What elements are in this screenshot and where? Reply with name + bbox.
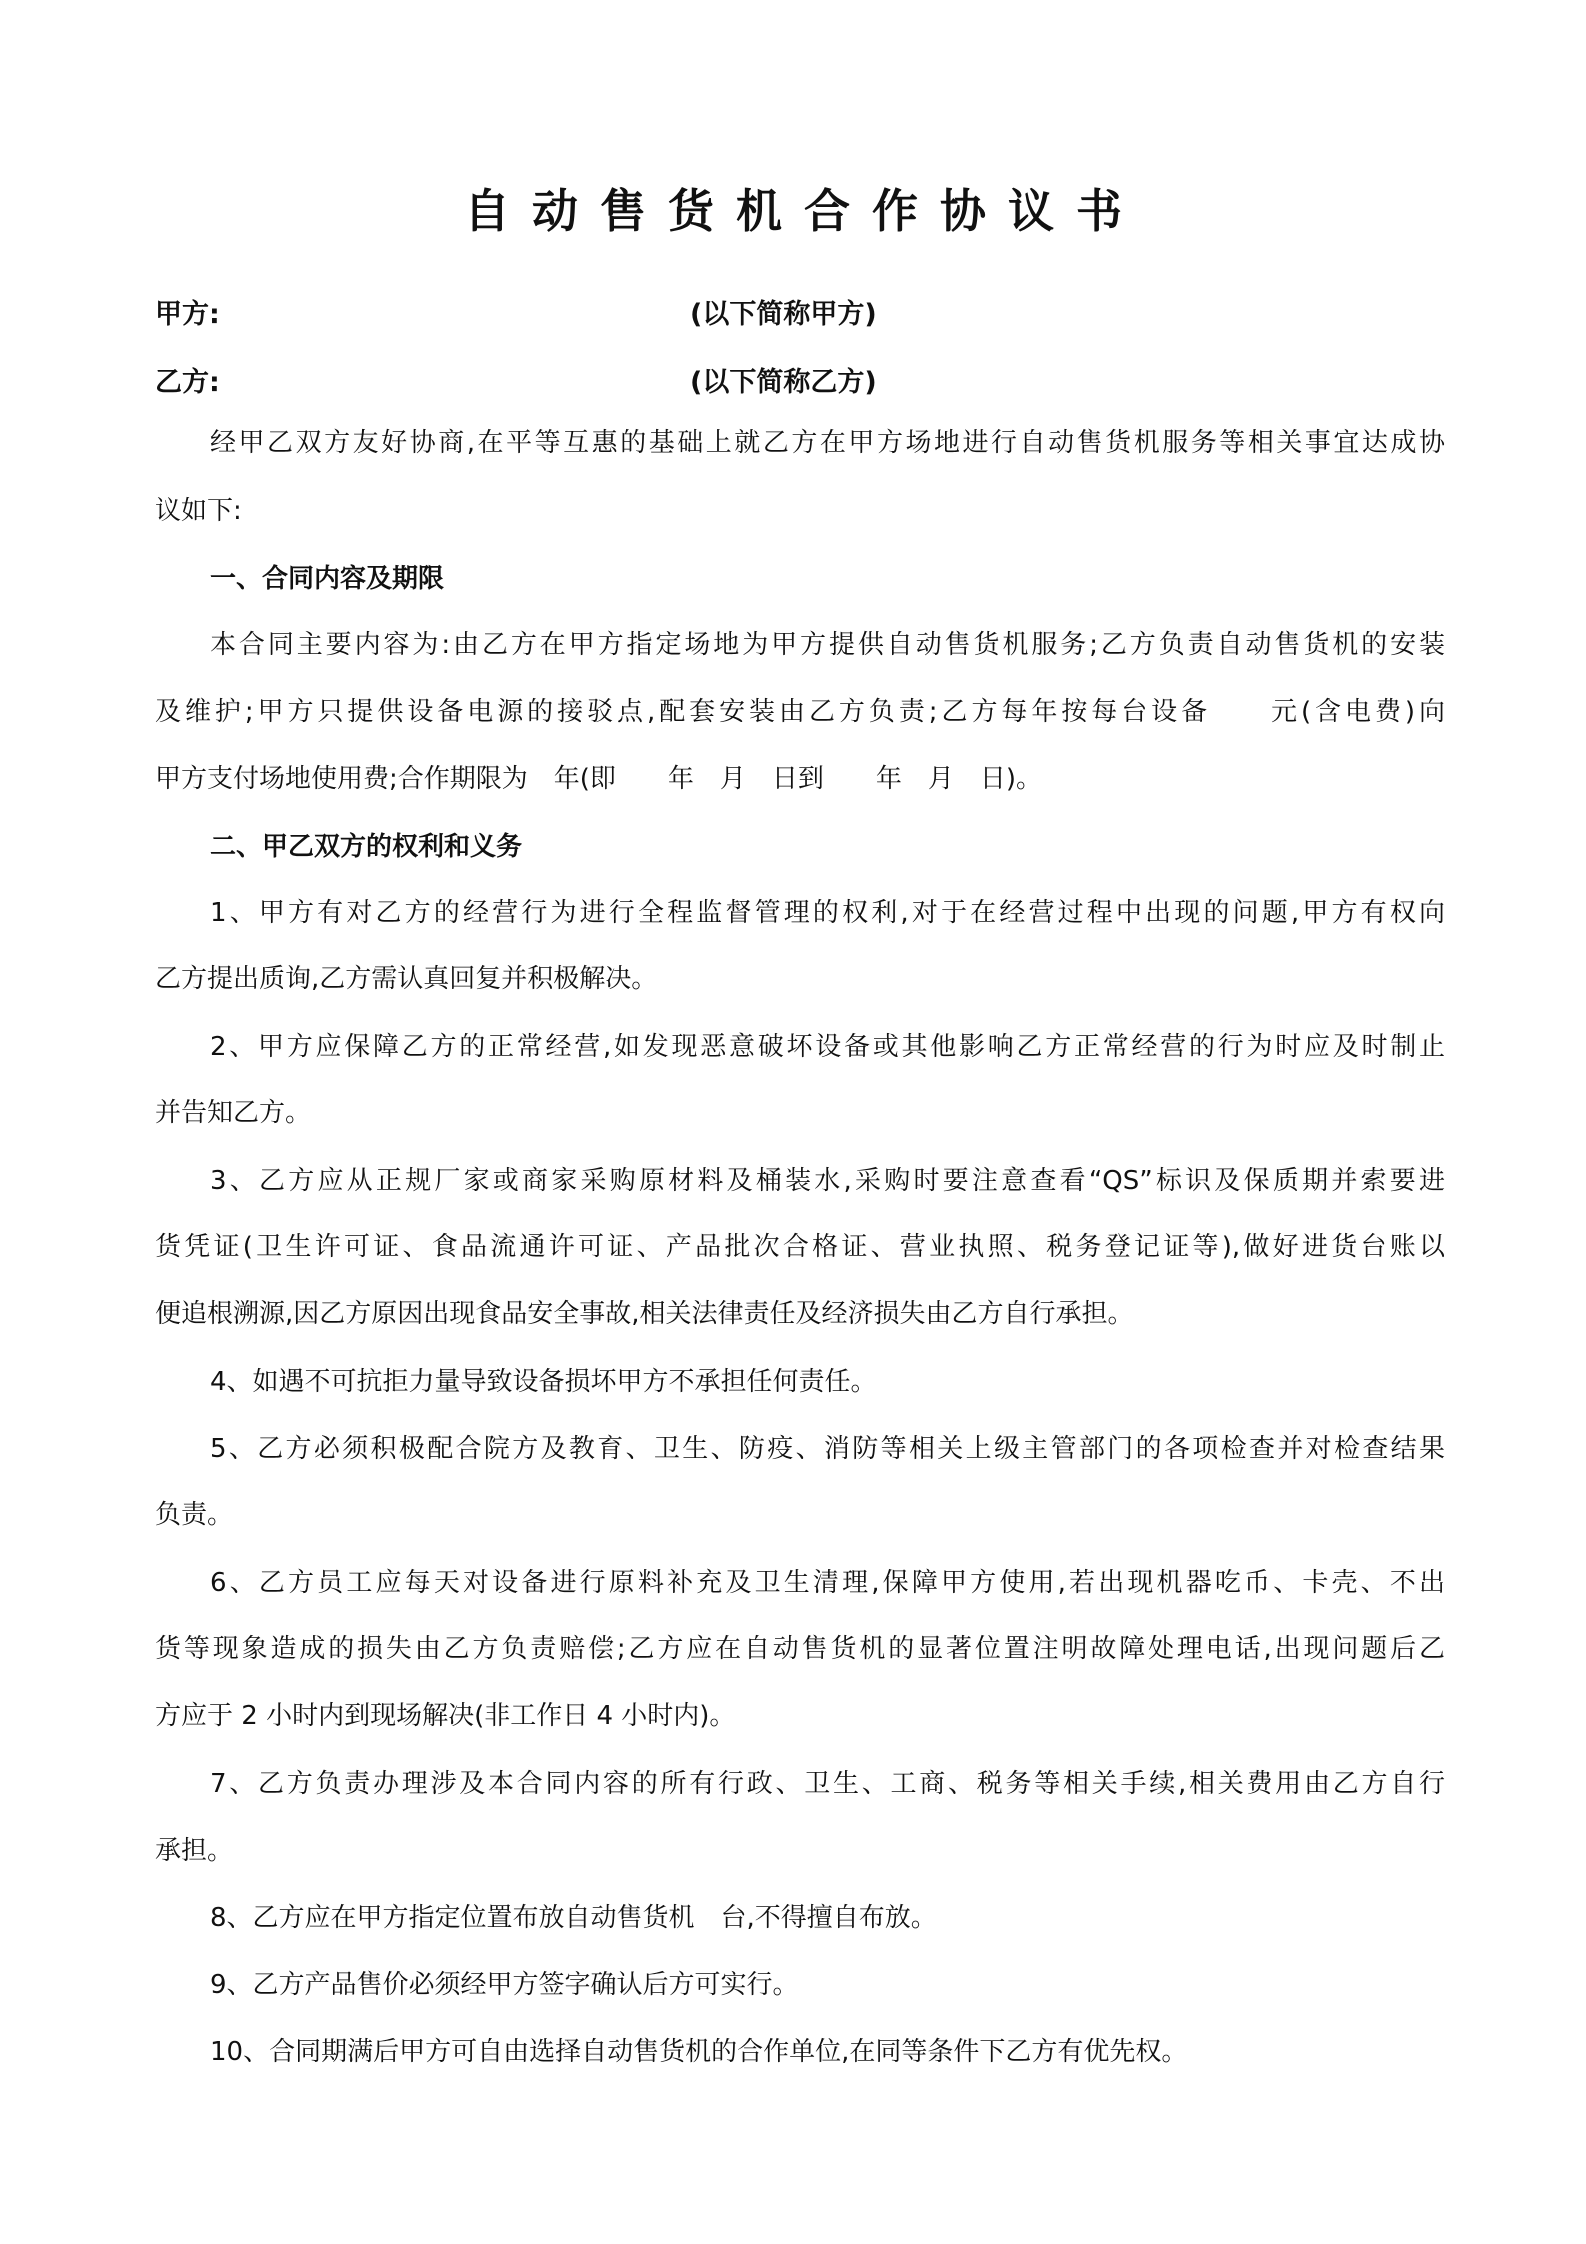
section-1-line-3: 甲方支付场地使用费;合作期限为 年(即 年 月 日到 年 月 日)。 [155,764,1043,794]
item-1-line-1: 1、甲方有对乙方的经营行为进行全程监督管理的权利,对于在经营过程中出现的问题,甲方有权向 [210,898,1445,928]
party-b-note: (以下简称乙方) [690,367,877,398]
item-2-line-1: 2、甲方应保障乙方的正常经营,如发现恶意破坏设备或其他影响乙方正常经营的行为时应及时制止 [210,1032,1445,1062]
party-a-note: (以下简称甲方) [690,299,877,330]
item-5-line-2: 负责。 [155,1500,234,1530]
item-6-line-2: 货等现象造成的损失由乙方负责赔偿;乙方应在自动售货机的显著位置注明故障处理电话,出现问题后乙 [155,1634,1445,1664]
document-title: 自动售货机合作协议书 [464,184,1144,238]
item-7-line-2: 承担。 [155,1836,234,1866]
intro-line-2: 议如下: [155,496,242,526]
party-a-label: 甲方: [155,299,220,330]
intro-line-1: 经甲乙双方友好协商,在平等互惠的基础上就乙方在甲方场地进行自动售货机服务等相关事宜达成协 [210,428,1445,458]
item-2-line-2: 并告知乙方。 [155,1098,312,1128]
item-10-line-1: 10、合同期满后甲方可自由选择自动售货机的合作单位,在同等条件下乙方有优先权。 [210,2037,1188,2067]
section-1-line-2: 及维护;甲方只提供设备电源的接驳点,配套安装由乙方负责;乙方每年按每台设备 元(含电费)向 [155,697,1445,727]
item-3-line-2: 货凭证(卫生许可证、食品流通许可证、产品批次合格证、营业执照、税务登记证等),做好进货台账以 [155,1232,1445,1262]
item-8-line-1: 8、乙方应在甲方指定位置布放自动售货机 台,不得擅自布放。 [210,1903,937,1933]
section-1-heading: 一、合同内容及期限 [210,564,445,594]
item-7-line-1: 7、乙方负责办理涉及本合同内容的所有行政、卫生、工商、税务等相关手续,相关费用由乙方自行 [210,1769,1445,1799]
item-3-line-1: 3、乙方应从正规厂家或商家采购原材料及桶装水,采购时要注意查看“QS”标识及保质期并索要进 [210,1166,1445,1196]
item-6-line-1: 6、乙方员工应每天对设备进行原料补充及卫生清理,保障甲方使用,若出现机器吃币、卡壳、不出 [210,1568,1445,1598]
item-9-line-1: 9、乙方产品售价必须经甲方签字确认后方可实行。 [210,1970,799,2000]
item-1-line-2: 乙方提出质询,乙方需认真回复并积极解决。 [155,964,658,994]
section-2-heading: 二、甲乙双方的权利和义务 [210,832,523,862]
item-6-line-3: 方应于 2 小时内到现场解决(非工作日 4 小时内)。 [155,1701,736,1731]
item-5-line-1: 5、乙方必须积极配合院方及教育、卫生、防疫、消防等相关上级主管部门的各项检查并对检查结果 [210,1434,1445,1464]
section-1-line-1: 本合同主要内容为:由乙方在甲方指定场地为甲方提供自动售货机服务;乙方负责自动售货机的安装 [210,630,1445,660]
item-4-line-1: 4、如遇不可抗拒力量导致设备损坏甲方不承担任何责任。 [210,1367,877,1397]
party-b-label: 乙方: [155,367,220,398]
item-3-line-3: 便追根溯源,因乙方原因出现食品安全事故,相关法律责任及经济损失由乙方自行承担。 [155,1299,1134,1329]
